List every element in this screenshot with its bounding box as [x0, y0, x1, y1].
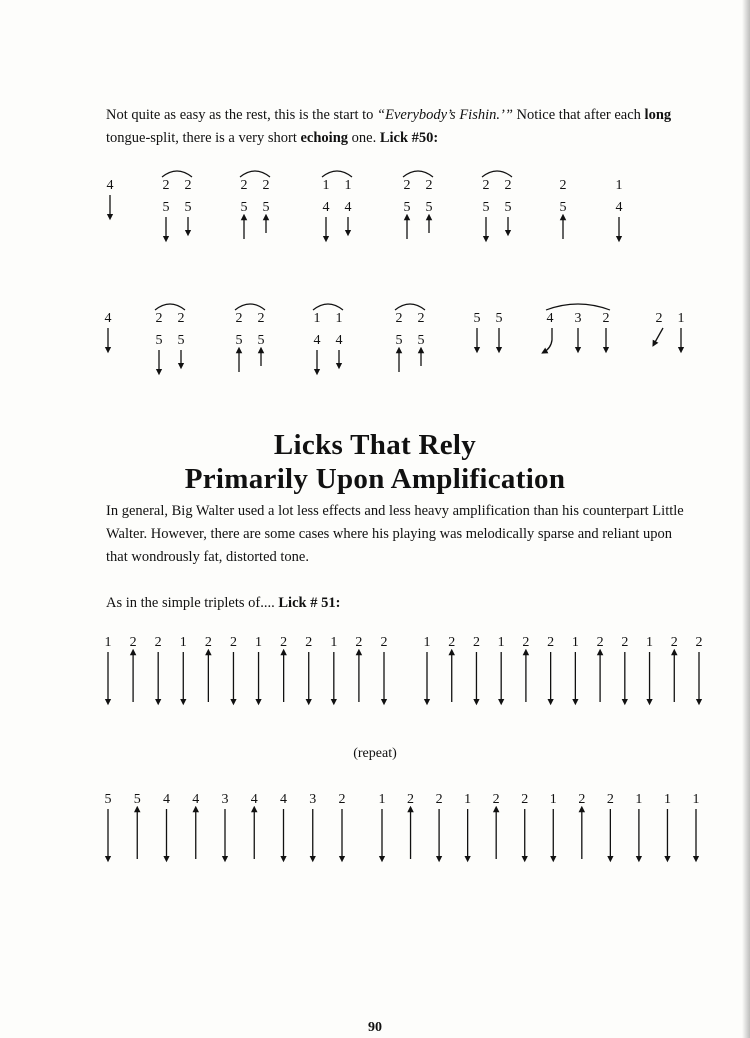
hole-number: 1: [677, 311, 685, 326]
note: [355, 635, 362, 702]
lick-51-label: Lick # 51:: [278, 595, 341, 611]
note: [572, 635, 579, 702]
hole-number: 2: [559, 178, 567, 193]
hole-number: 5: [155, 333, 163, 348]
note: [381, 635, 388, 702]
hole-number: 5: [162, 200, 170, 215]
note: [493, 792, 500, 859]
note: [105, 792, 112, 859]
page-number: 90: [368, 1020, 382, 1035]
tongue-split-arc: [240, 171, 270, 177]
hole-number: 1: [646, 635, 654, 650]
intro-text: Not quite as easy as the rest, this is the start to: [106, 107, 378, 123]
note-group: [235, 304, 265, 372]
note: [696, 635, 703, 702]
hole-number: 1: [692, 792, 700, 807]
tongue-split-arc: [482, 171, 512, 177]
note-group: [105, 311, 112, 350]
hole-number: 5: [104, 792, 112, 807]
hole-number: 2: [435, 792, 443, 807]
note-group: [482, 171, 512, 239]
hole-number: 4: [280, 792, 287, 807]
section-body-paragraph: In general, Big Walter used a lot less effects and less heavy amplification than his counterpart Little Walter. However, there are some cases where his playing was melodically sparse and reliant upon that wondrously fat, distorted tone.: [106, 503, 684, 565]
hole-number: 1: [104, 635, 112, 650]
note: [330, 635, 337, 702]
note: [664, 792, 671, 859]
intro-text: tongue-split, there is a very short: [106, 130, 301, 146]
hole-number: 5: [184, 200, 192, 215]
note-group: [107, 178, 114, 217]
hole-number: 2: [472, 635, 480, 650]
note: [192, 792, 199, 859]
hole-number: 1: [571, 635, 579, 650]
hole-number: 2: [155, 311, 163, 326]
hole-number: 2: [448, 635, 456, 650]
note: [134, 792, 141, 859]
hole-number: 2: [606, 792, 614, 807]
note: [280, 792, 287, 859]
intro-text: one.: [348, 130, 380, 146]
emphasis-echoing: echoing: [300, 130, 349, 146]
note: [222, 792, 229, 859]
note: [522, 635, 529, 702]
hole-number: 2: [407, 792, 415, 807]
hole-number: 5: [482, 200, 490, 215]
slant-draw-arrow: [654, 328, 663, 344]
lick-51-row-1: [105, 635, 703, 702]
note: [163, 792, 170, 859]
hole-number: 2: [177, 311, 185, 326]
hole-number: 2: [240, 178, 248, 193]
note-group: [403, 171, 433, 239]
hole-number: 5: [240, 200, 248, 215]
intro-text: Notice that after each: [512, 107, 645, 123]
tongue-split-arc: [313, 304, 343, 310]
note: [407, 792, 414, 859]
hole-number: 2: [305, 635, 313, 650]
hole-number: 1: [549, 792, 557, 807]
tongue-split-arc: [235, 304, 265, 310]
hole-number: 5: [395, 333, 403, 348]
hole-number: 1: [615, 178, 623, 193]
note: [230, 635, 237, 702]
hole-number: 2: [257, 311, 265, 326]
note: [550, 792, 557, 859]
hole-number: 2: [229, 635, 237, 650]
hole-number: 2: [395, 311, 403, 326]
lick-50-row-2: [105, 304, 685, 372]
hole-number: 1: [635, 792, 643, 807]
hole-number: 2: [262, 178, 270, 193]
hole-number: 4: [335, 333, 343, 348]
hole-number: 4: [250, 792, 258, 807]
hole-number: 2: [547, 635, 555, 650]
note: [105, 635, 112, 702]
note: [155, 635, 162, 702]
note: [464, 792, 471, 859]
tongue-split-arc: [162, 171, 192, 177]
hole-number: 2: [204, 635, 212, 650]
hole-number: 2: [482, 178, 490, 193]
note: [379, 792, 386, 859]
hole-number: 4: [192, 792, 200, 807]
hole-number: 1: [330, 635, 338, 650]
tongue-split-arc: [155, 304, 185, 310]
hole-number: 1: [378, 792, 386, 807]
note: [305, 635, 312, 702]
lick-51-lead-in: [106, 592, 686, 615]
lick-50-row-1: [107, 171, 623, 239]
hole-number: 5: [504, 200, 512, 215]
hole-number: 5: [262, 200, 270, 215]
hole-number: 4: [344, 200, 352, 215]
hole-number: 3: [574, 311, 582, 326]
hole-number: 2: [380, 635, 388, 650]
tongue-split-arc: [403, 171, 433, 177]
note: [309, 792, 316, 859]
note: [280, 635, 287, 702]
hole-number: 2: [425, 178, 433, 193]
hole-number: 4: [313, 333, 321, 348]
tongue-split-arc: [395, 304, 425, 310]
hole-number: 2: [235, 311, 243, 326]
hole-number: 5: [559, 200, 567, 215]
hole-number: 1: [335, 311, 343, 326]
note: [521, 792, 528, 859]
hole-number: 1: [464, 792, 472, 807]
hole-number: 1: [344, 178, 352, 193]
hole-number: 2: [338, 792, 346, 807]
note-group: [162, 171, 192, 239]
note: [693, 792, 700, 859]
song-title: “Everybody’s Fishin.’”: [377, 107, 513, 123]
hole-number: 2: [596, 635, 604, 650]
note-group: [313, 304, 343, 372]
note: [621, 635, 628, 702]
note: [339, 792, 346, 859]
note: [578, 792, 585, 859]
note: [635, 792, 642, 859]
lick-51-row-2: [105, 792, 700, 859]
tongue-split-arc: [322, 171, 352, 177]
hole-number: 1: [423, 635, 431, 650]
hole-number: 1: [322, 178, 330, 193]
hole-number: 2: [602, 311, 610, 326]
hole-number: 1: [497, 635, 505, 650]
note: [473, 635, 480, 702]
hole-number: 2: [578, 792, 586, 807]
hole-number: 2: [621, 635, 629, 650]
hole-number: 3: [221, 792, 229, 807]
hole-number: 2: [522, 635, 530, 650]
hole-number: 3: [309, 792, 317, 807]
hole-number: 2: [695, 635, 703, 650]
note-group: [616, 178, 623, 239]
hole-number: 2: [355, 635, 363, 650]
note: [251, 792, 258, 859]
hole-number: 4: [615, 200, 623, 215]
repeat-label: (repeat): [353, 746, 397, 761]
note-group: [560, 178, 567, 239]
hole-number: 5: [133, 792, 141, 807]
hole-number: 2: [492, 792, 500, 807]
note-group: [322, 171, 352, 239]
hole-number: 2: [670, 635, 678, 650]
hole-number: 5: [417, 333, 425, 348]
hole-number: 5: [495, 311, 503, 326]
hole-number: 2: [655, 311, 663, 326]
hole-number: 5: [177, 333, 185, 348]
hole-number: 5: [257, 333, 265, 348]
note: [448, 635, 455, 702]
hole-number: 2: [280, 635, 288, 650]
hole-number: 2: [154, 635, 162, 650]
hole-number: 4: [546, 311, 554, 326]
hole-number: 4: [163, 792, 170, 807]
hole-number: 5: [473, 311, 481, 326]
hole-number: 2: [521, 792, 529, 807]
emphasis-long: long: [644, 107, 672, 123]
note: [646, 635, 653, 702]
note: [424, 635, 431, 702]
note: [130, 635, 137, 702]
note: [597, 635, 604, 702]
bend-arrow: [544, 328, 552, 352]
note-group: [544, 304, 610, 352]
note: [436, 792, 443, 859]
note: [498, 635, 505, 702]
note-group: [240, 171, 270, 239]
hole-number: 5: [235, 333, 243, 348]
hole-number: 2: [504, 178, 512, 193]
hole-number: 1: [313, 311, 321, 326]
hole-number: 2: [129, 635, 137, 650]
hole-number: 1: [663, 792, 671, 807]
hole-number: 5: [425, 200, 433, 215]
note: [180, 635, 187, 702]
hole-number: 5: [403, 200, 411, 215]
note: [205, 635, 212, 702]
note-group: [395, 304, 425, 372]
hole-number: 2: [417, 311, 425, 326]
hole-number: 2: [184, 178, 192, 193]
hole-number: 4: [104, 311, 112, 326]
note: [671, 635, 678, 702]
section-title-line-2: Primarily Upon Amplification: [184, 463, 566, 495]
hole-number: 2: [403, 178, 411, 193]
note: [607, 792, 614, 859]
section-title-line-1: Licks That Rely: [273, 429, 477, 461]
hole-number: 4: [106, 178, 114, 193]
lead-text: As in the simple triplets of....: [106, 595, 279, 611]
lick-50-label: Lick #50:: [379, 130, 439, 146]
note: [547, 635, 554, 702]
tongue-split-arc: [546, 304, 610, 310]
note-group: [474, 311, 503, 350]
note-group: [654, 311, 685, 350]
hole-number: 4: [322, 200, 330, 215]
page-edge-shadow: [742, 0, 750, 1038]
hole-number: 1: [255, 635, 263, 650]
note-group: [155, 304, 185, 372]
hole-number: 1: [179, 635, 187, 650]
note: [255, 635, 262, 702]
hole-number: 2: [162, 178, 170, 193]
